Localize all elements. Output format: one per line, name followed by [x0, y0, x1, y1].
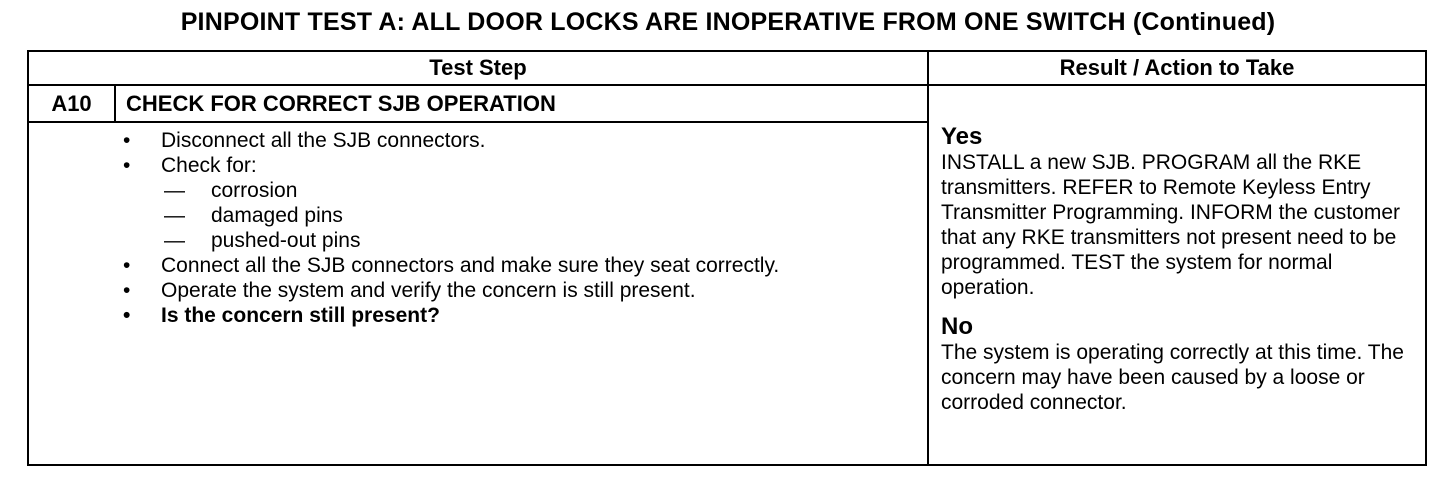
- pinpoint-test-table: [27, 50, 1427, 466]
- list-item: [121, 278, 921, 303]
- bullet-icon: •: [123, 154, 131, 177]
- sub-item-text: corrosion: [211, 179, 298, 202]
- yes-action-text: INSTALL a new SJB. PROGRAM all the RKE transmitters. REFER to Remote Keyless Entry Transmitter Programming. INFORM the customer that any RKE transmitters not present need to be programmed. TEST the system for normal operation.: [941, 151, 1400, 299]
- list-item: [121, 128, 921, 153]
- instruction-text: Connect all the SJB connectors and make sure they seat correctly.: [161, 254, 780, 277]
- instruction-text: Disconnect all the SJB connectors.: [161, 129, 486, 152]
- result-column: [941, 124, 1421, 415]
- instruction-text: Operate the system and verify the concern is still present.: [161, 279, 696, 302]
- sub-list-item: [121, 203, 921, 228]
- bullet-icon: •: [123, 304, 131, 327]
- bullet-icon: •: [123, 254, 131, 277]
- sub-list-item: [121, 228, 921, 253]
- list-item: [121, 303, 921, 328]
- bullet-icon: •: [123, 129, 131, 152]
- bullet-icon: •: [123, 279, 131, 302]
- no-label: No: [941, 313, 973, 340]
- dash-icon: —: [164, 179, 185, 202]
- no-action-text: The system is operating correctly at this time. The concern may have been caused by a loose or corroded connector.: [941, 341, 1404, 414]
- dash-icon: —: [164, 204, 185, 227]
- header-test-step: Test Step: [429, 55, 527, 80]
- header-result: Result / Action to Take: [1059, 55, 1295, 80]
- step-title: CHECK FOR CORRECT SJB OPERATION: [126, 91, 556, 116]
- instruction-text: Check for:: [161, 154, 257, 177]
- yes-label: Yes: [941, 123, 983, 150]
- list-item: [121, 253, 841, 278]
- sub-item-text: pushed-out pins: [211, 229, 361, 252]
- page-title: PINPOINT TEST A: ALL DOOR LOCKS ARE INOPERATIVE FROM ONE SWITCH (Continued): [180, 8, 1276, 36]
- sub-item-text: damaged pins: [211, 204, 343, 227]
- step-id-divider: [114, 86, 116, 122]
- step-instructions: [121, 128, 921, 328]
- list-item: [121, 153, 921, 178]
- column-divider: [927, 52, 929, 464]
- step-title-divider: [29, 121, 927, 123]
- question-text: Is the concern still present?: [161, 304, 440, 327]
- step-id: A10: [51, 91, 92, 116]
- header-divider: [29, 84, 1425, 86]
- sub-list-item: [121, 178, 921, 203]
- dash-icon: —: [164, 229, 185, 252]
